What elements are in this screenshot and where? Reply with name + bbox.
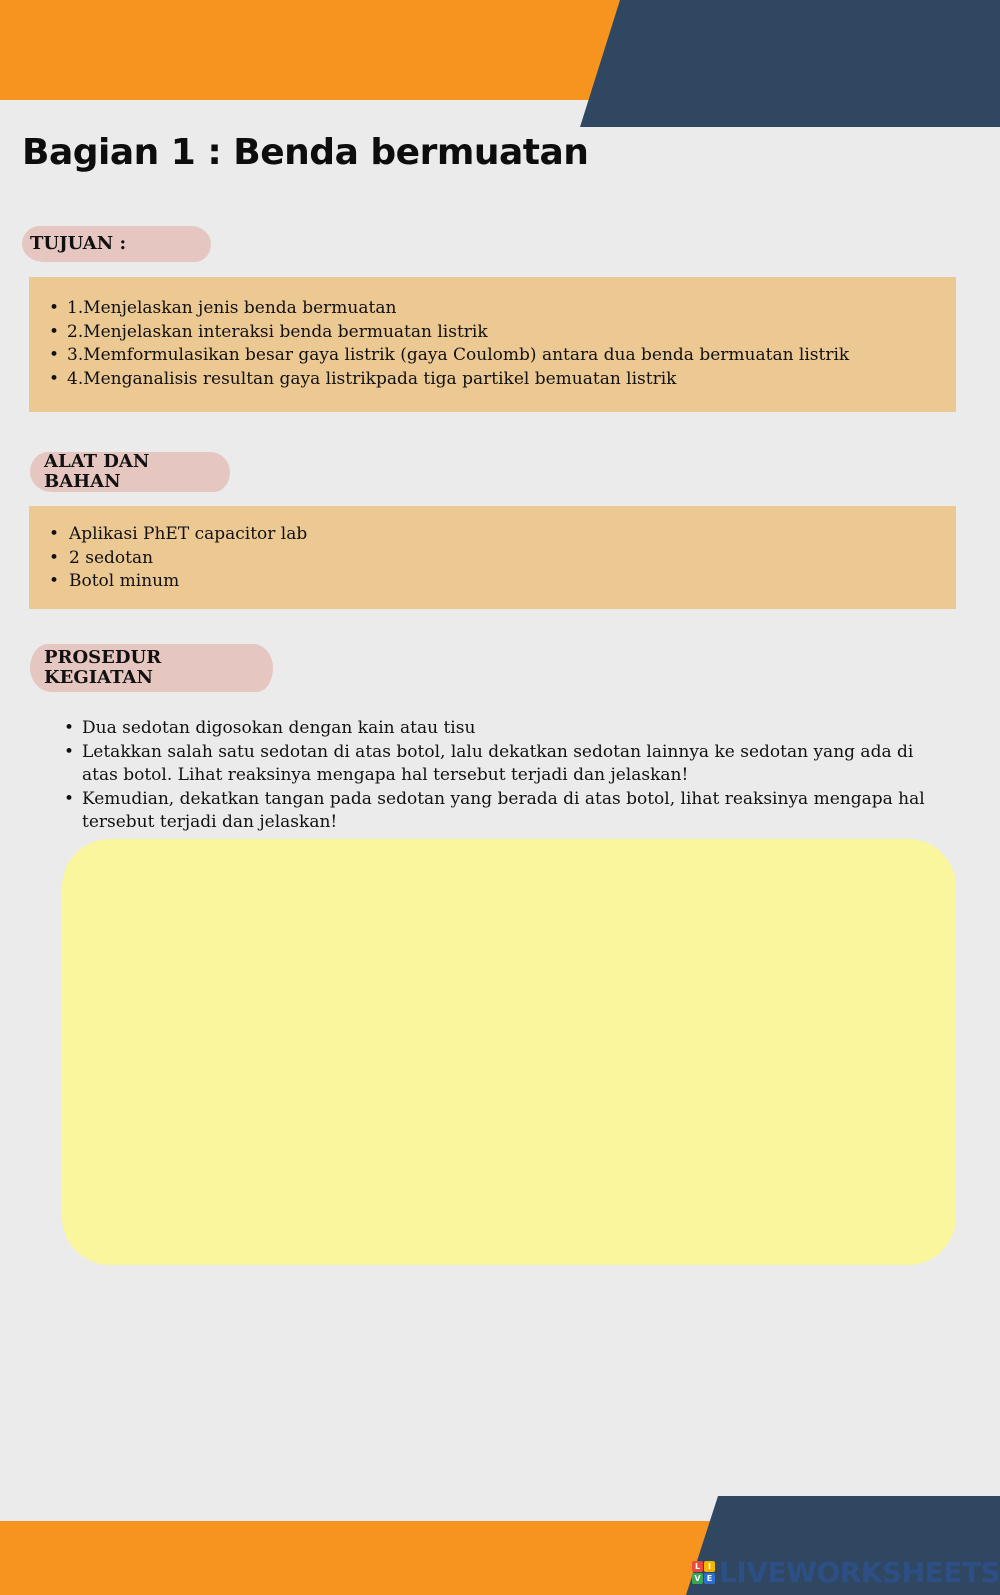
liveworksheets-logo-text: LIVEWORKSHEETS [719, 1555, 1000, 1589]
answer-input-area[interactable] [62, 839, 956, 1265]
tujuan-list [29, 297, 956, 391]
list-item: • Kemudian, dekatkan tangan pada sedotan yang berada di atas botol, lihat reaksinya mengapa hal tersebut terjadi dan jelaskan! [64, 788, 925, 832]
bullet-icon: • [64, 788, 75, 809]
tujuan-box [29, 277, 956, 412]
alat-box [29, 506, 956, 609]
bullet-icon: • [49, 524, 60, 544]
list-item: • 3.Memformulasikan besar gaya listrik (gaya Coulomb) antara dua benda bermuatan listrik [29, 344, 956, 368]
liveworksheets-logo-icon: L I V E [692, 1561, 715, 1584]
bullet-icon: • [49, 368, 60, 389]
list-item: • Botol minum [29, 570, 956, 594]
bullet-icon: • [64, 741, 75, 762]
list-item: • Letakkan salah satu sedotan di atas botol, lalu dekatkan sedotan lainnya ke sedotan yang ada di atas botol. Lihat reaksinya mengapa hal tersebut terjadi dan jelaskan! [64, 741, 914, 785]
prosedur-list [62, 717, 952, 835]
bullet-icon: • [49, 298, 60, 318]
tujuan-heading-label: TUJUAN : [30, 233, 127, 254]
list-item: • 4.Menganalisis resultan gaya listrikpada tiga partikel bemuatan listrik [29, 368, 956, 392]
page-title: Bagian 1 : Benda bermuatan [22, 132, 589, 173]
bullet-icon: • [49, 321, 60, 342]
list-item: • 2 sedotan [29, 547, 956, 571]
prosedur-heading-label: PROSEDUR KEGIATAN [44, 647, 162, 688]
alat-heading-label: ALAT DAN BAHAN [44, 451, 150, 492]
list-item: • 1.Menjelaskan jenis benda bermuatan [29, 297, 956, 321]
prosedur-heading [30, 644, 273, 692]
tujuan-heading [22, 226, 211, 262]
liveworksheets-logo [692, 1555, 1000, 1589]
bullet-icon: • [49, 345, 60, 365]
list-item: • 2.Menjelaskan interaksi benda bermuatan listrik [29, 321, 956, 345]
list-item: • Dua sedotan digosokan dengan kain atau tisu [62, 717, 952, 741]
bullet-icon: • [64, 718, 75, 738]
alat-list [29, 523, 956, 594]
list-item: • Aplikasi PhET capacitor lab [29, 523, 956, 547]
alat-heading [30, 452, 230, 492]
bullet-icon: • [49, 571, 60, 591]
bullet-icon: • [49, 547, 60, 568]
